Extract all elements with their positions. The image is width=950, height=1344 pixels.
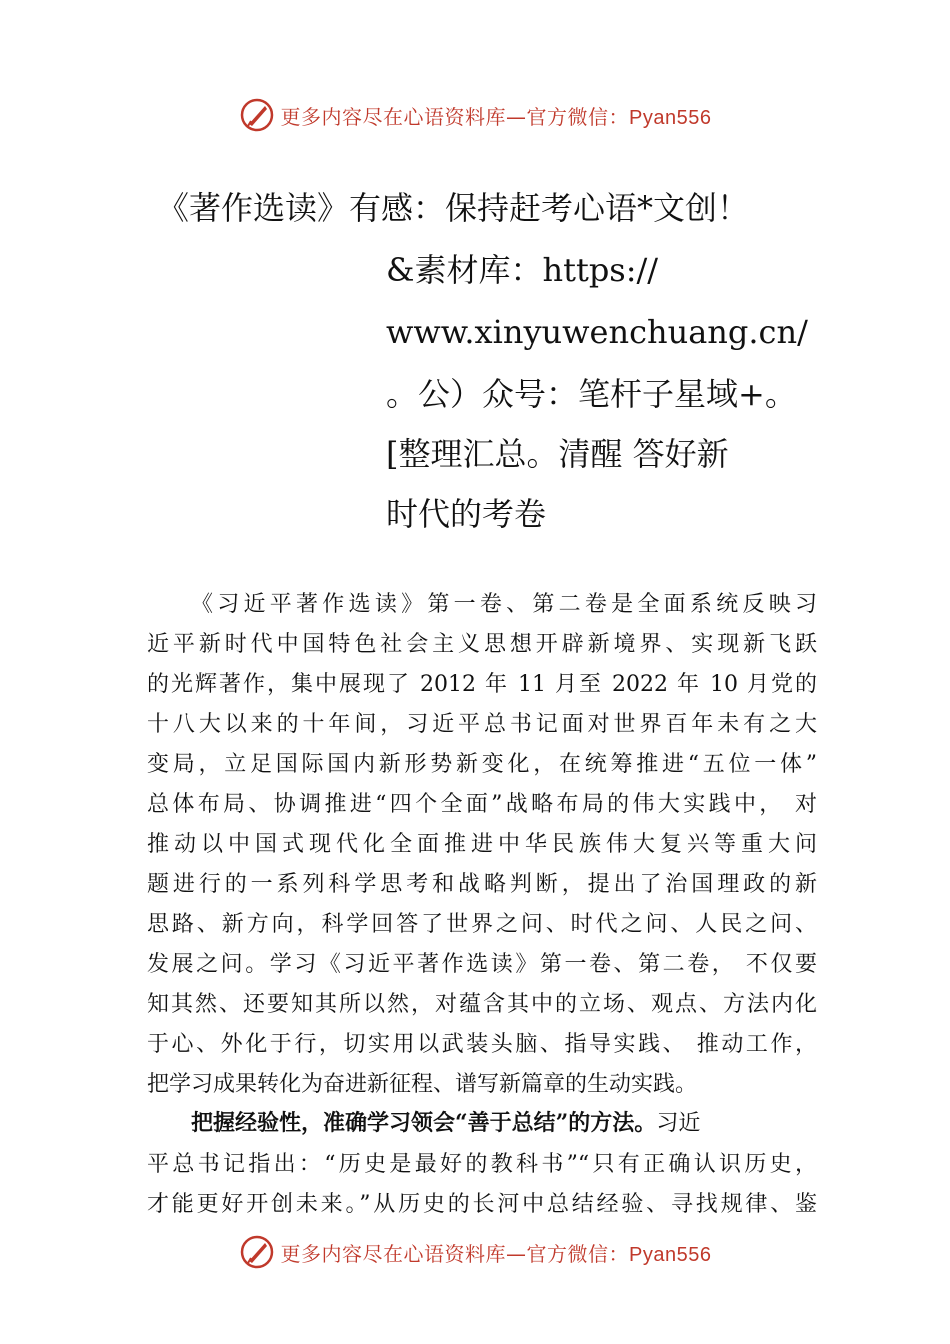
wechat-handle: Pyan556 (629, 106, 712, 129)
body-paragraph-line: 把学习成果转化为奋进新征程、谱写新篇章的生动实践。 (147, 1072, 698, 1097)
body-paragraph-line: 题进行的一系列科学思考和战略判断，提出了治国理政的新 (147, 872, 817, 897)
body-paragraph-line: 知其然、还要知其所以然，对蕴含其中的立场、观点、方法内化 (147, 992, 817, 1017)
body-paragraph-line: 推动以中国式现代化全面推进中华民族伟大复兴等重大问 (147, 832, 817, 857)
title-line: 。公）众号：笔杆子星域+。 (386, 375, 797, 413)
title-line: 时代的考卷 (386, 495, 547, 533)
body-paragraph-line: 十八大以来的十年间，习近平总书记面对世界百年未有之大 (147, 712, 817, 737)
body-paragraph-line: 思路、新方向，科学回答了世界之问、时代之问、人民之问、 (147, 912, 817, 937)
quill-logo-icon (239, 1234, 275, 1270)
watermark-text: 更多内容尽在心语资料库—官方微信：Pyan556 (280, 104, 712, 129)
body-paragraph-line: 总体布局、协调推进“四个全面”战略布局的伟大实践中， 对 (147, 792, 817, 817)
section-body-line: 才能更好开创未来。”从历史的长河中总结经验、寻找规律、鉴 (147, 1192, 817, 1217)
body-paragraph-line: 近平新时代中国特色社会主义思想开辟新境界、实现新飞跃 (147, 632, 817, 657)
title-line: &素材库：https:// (386, 251, 659, 289)
title-line: www.xinyuwenchuang.cn/ (386, 313, 808, 351)
watermark-text: 更多内容尽在心语资料库—官方微信：Pyan556 (280, 1241, 712, 1266)
section-heading-line (191, 1108, 817, 1139)
watermark-banner-bottom (0, 1230, 950, 1274)
body-paragraph-line: 《习近平著作选读》第一卷、第二卷是全面系统反映习 (191, 592, 817, 617)
body-paragraph-line: 变局，立足国际国内新形势新变化，在统筹推进“五位一体” (147, 752, 817, 777)
title-line: [整理汇总。清醒 答好新 (386, 435, 729, 473)
section-heading: 把握经验性，准确学习领会“善于总结”的方法。 (191, 1110, 657, 1136)
quill-logo-icon (239, 97, 275, 133)
watermark-banner-top (0, 93, 950, 137)
body-paragraph-line: 发展之问。学习《习近平著作选读》第一卷、第二卷， 不仅要 (147, 952, 817, 977)
wechat-handle: Pyan556 (629, 1243, 712, 1266)
section-heading-continuation: 习近 (656, 1111, 701, 1136)
section-body-line: 平总书记指出：“历史是最好的教科书”“只有正确认识历史， (147, 1152, 817, 1177)
document-title: 《著作选读》有感：保持赶考心语*文创！ (157, 189, 750, 227)
body-paragraph-line: 于心、外化于行，切实用以武装头脑、指导实践、 推动工作， (147, 1032, 817, 1057)
body-paragraph-line: 的光辉著作，集中展现了 2012 年 11 月至 2022 年 10 月党的 (147, 672, 817, 697)
